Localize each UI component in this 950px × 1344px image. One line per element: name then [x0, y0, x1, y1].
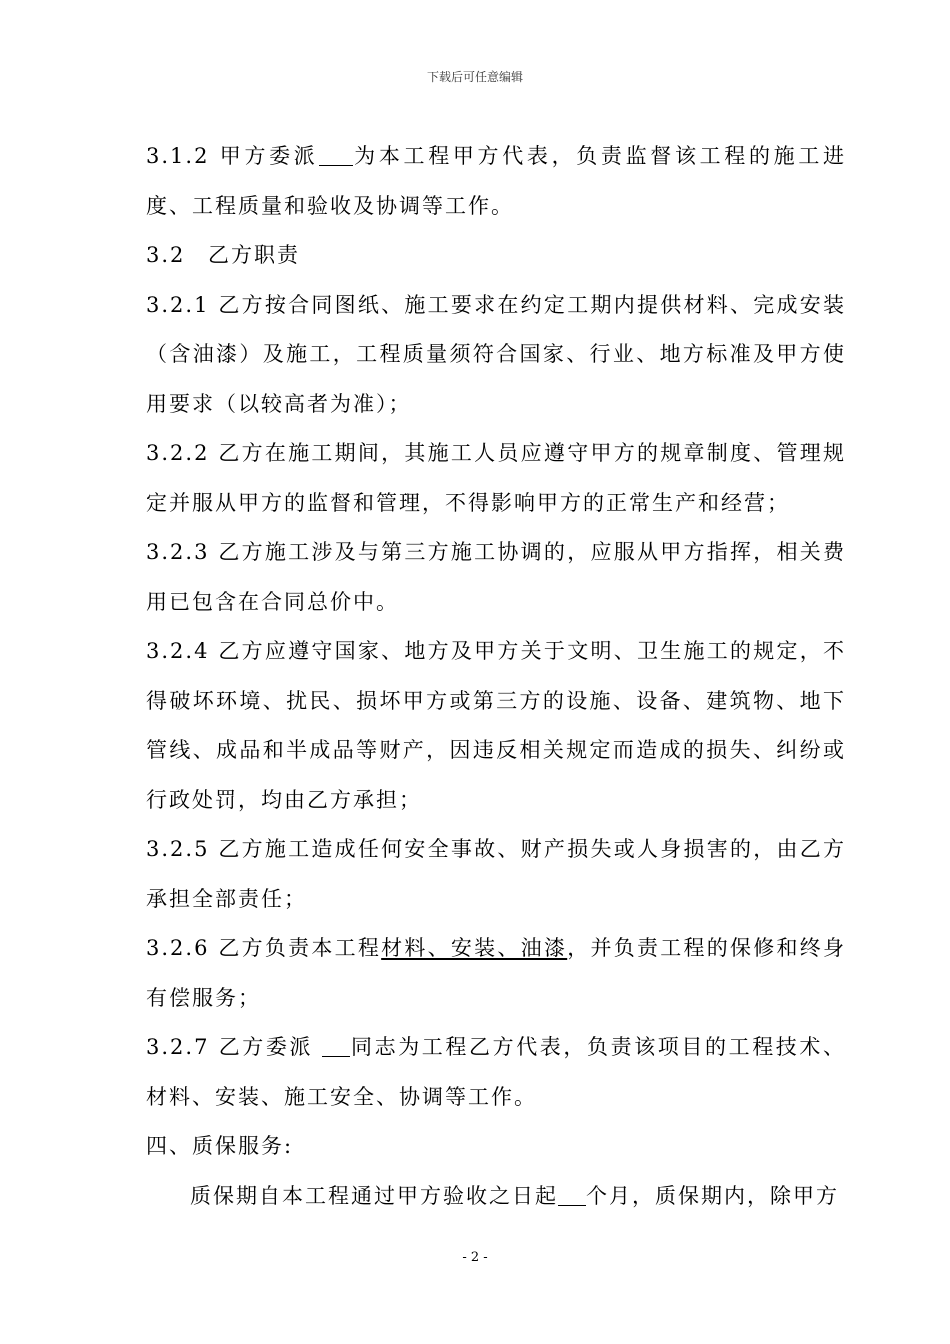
page-number: - 2 - [462, 1250, 488, 1265]
clause-3-1-2 [146, 132, 846, 231]
section-4-title: 四、质保服务: [146, 1134, 294, 1158]
clause-3-2-5: 3.2.5 乙方施工造成任何安全事故、财产损失或人身损害的，由乙方承担全部责任； [146, 837, 846, 911]
clause-3-2-7-rest: 同志为工程乙方代表，负责该项目的工程技术、材料、安装、施工安全、协调等工作。 [146, 1035, 846, 1109]
clause-3-2-1: 3.2.1 乙方按合同图纸、施工要求在约定工期内提供材料、完成安装（含油漆）及施工，工程质量须符合国家、行业、地方标准及甲方使用要求（以较高者为准）； [146, 292, 846, 416]
blank-contractor-rep-field [322, 1034, 350, 1057]
page-header: 下载后可任意编辑 [426, 70, 523, 84]
clause-3-2-4: 3.2.4 乙方应遵守国家、地方及甲方关于文明、卫生施工的规定，不得破坏环境、扰民、损坏甲方或第三方的设施、设备、建筑物、地下管线、成品和半成品等财产，因违反相关规定而造成的损失、纠纷或行政处罚，均由乙方承担； [146, 639, 846, 812]
warranty-lead: 质保期自本工程通过甲方验收之日起 [190, 1183, 558, 1208]
clause-3-2-6 [146, 924, 846, 1023]
clause-3-2-7 [146, 1023, 846, 1122]
section-4-paragraph [146, 1172, 846, 1222]
contract-body [146, 132, 846, 1221]
blank-representative-field [319, 143, 353, 166]
clause-3-2-6-rest: ，并负责工程的保修和终身有偿服务； [146, 936, 847, 1010]
section-title: 乙方职责 [208, 243, 300, 267]
warranty-rest: 个月，质保期内，除甲方 [586, 1183, 839, 1208]
clause-3-2 [146, 231, 846, 281]
blank-warranty-months [558, 1183, 586, 1206]
clause-3-2-7-lead: 3.2.7 乙方委派 [146, 1035, 323, 1059]
clause-3-1-2-rest: 为本工程甲方代表，负责监督该工程的施工进度、工程质量和验收及协调等工作。 [146, 144, 847, 218]
section-number: 3.2 [146, 243, 186, 267]
clause-3-2-3: 3.2.3 乙方施工涉及与第三方施工协调的，应服从甲方指挥，相关费用已包含在合同总价中。 [146, 540, 846, 614]
clause-3-2-6-lead: 3.2.6 乙方负责本工程 [146, 936, 382, 960]
underlined-scope: 材料、安装、油漆 [381, 936, 568, 960]
clause-3-2-2: 3.2.2 乙方在施工期间，其施工人员应遵守甲方的规章制度、管理规定并服从甲方的监督和管理，不得影响甲方的正常生产和经营； [146, 441, 846, 515]
clause-3-1-2-lead: 3.1.2 甲方委派 [146, 144, 319, 168]
